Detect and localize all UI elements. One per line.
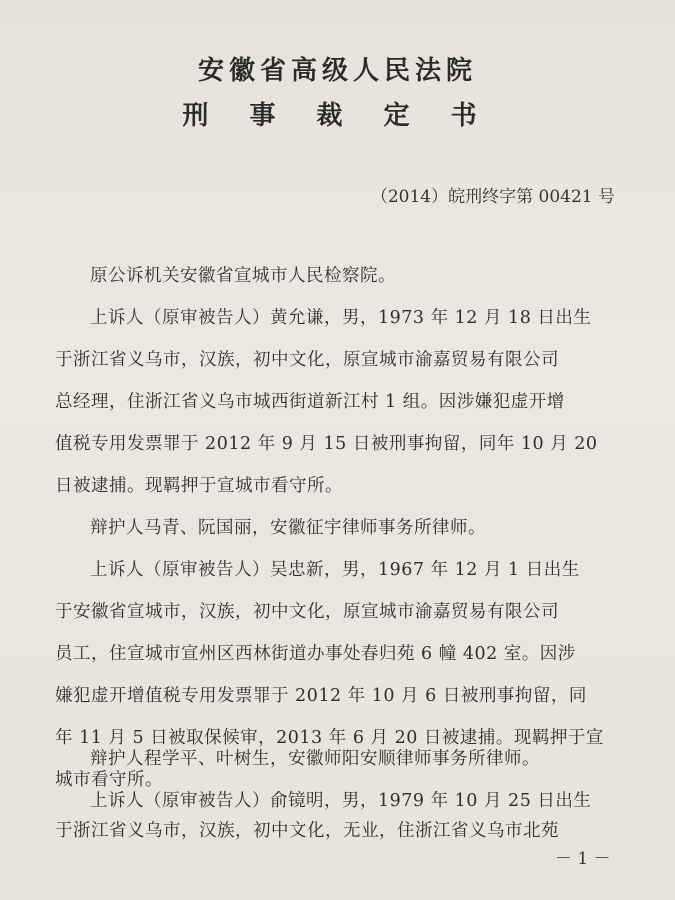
document-type-heading: 刑 事 裁 定 书 — [182, 101, 493, 131]
body-line: 上诉人（原审被告人）吴忠新，男，1967 年 12 月 1 日出生 — [90, 560, 580, 580]
page-number: － 1 － — [555, 849, 611, 869]
court-name-heading: 安徽省高级人民法院 — [197, 56, 477, 86]
body-line: 总经理，住浙江省义乌市城西街道新江村 1 组。因涉嫌犯虚开增 — [55, 392, 565, 412]
body-line: 于安徽省宣城市，汉族，初中文化，原宣城市渝嘉贸易有限公司 — [55, 602, 559, 622]
body-line: 上诉人（原审被告人）黄允谦，男，1973 年 12 月 18 日出生 — [90, 308, 592, 328]
body-line: 城市看守所。 — [55, 770, 163, 790]
body-line: 嫌犯虚开增值税专用发票罪于 2012 年 10 月 6 日被刑事拘留，同 — [55, 686, 587, 706]
body-line: 于浙江省义乌市，汉族，初中文化，无业，住浙江省义乌市北苑 — [55, 821, 559, 841]
body-line: 上诉人（原审被告人）俞镜明，男，1979 年 10 月 25 日出生 — [90, 791, 592, 811]
body-line: 原公诉机关安徽省宣城市人民检察院。 — [90, 266, 396, 286]
body-line: 员工，住宣城市宣州区西林街道办事处春归苑 6 幢 402 室。因涉 — [55, 644, 576, 664]
body-line: 辩护人程学平、叶树生，安徽师阳安顺律师事务所律师。 — [90, 749, 540, 769]
body-line: 值税专用发票罪于 2012 年 9 月 15 日被刑事拘留，同年 10 月 20 — [55, 434, 598, 454]
case-number: （2014）皖刑终字第 00421 号 — [370, 187, 615, 207]
body-line: 于浙江省义乌市，汉族，初中文化，原宣城市渝嘉贸易有限公司 — [55, 350, 559, 370]
body-line: 日被逮捕。现羁押于宣城市看守所。 — [55, 476, 343, 496]
body-line: 年 11 月 5 日被取保候审，2013 年 6 月 20 日被逮捕。现羁押于宣 — [55, 728, 604, 748]
body-line: 辩护人马青、阮国丽，安徽征宇律师事务所律师。 — [90, 518, 486, 538]
